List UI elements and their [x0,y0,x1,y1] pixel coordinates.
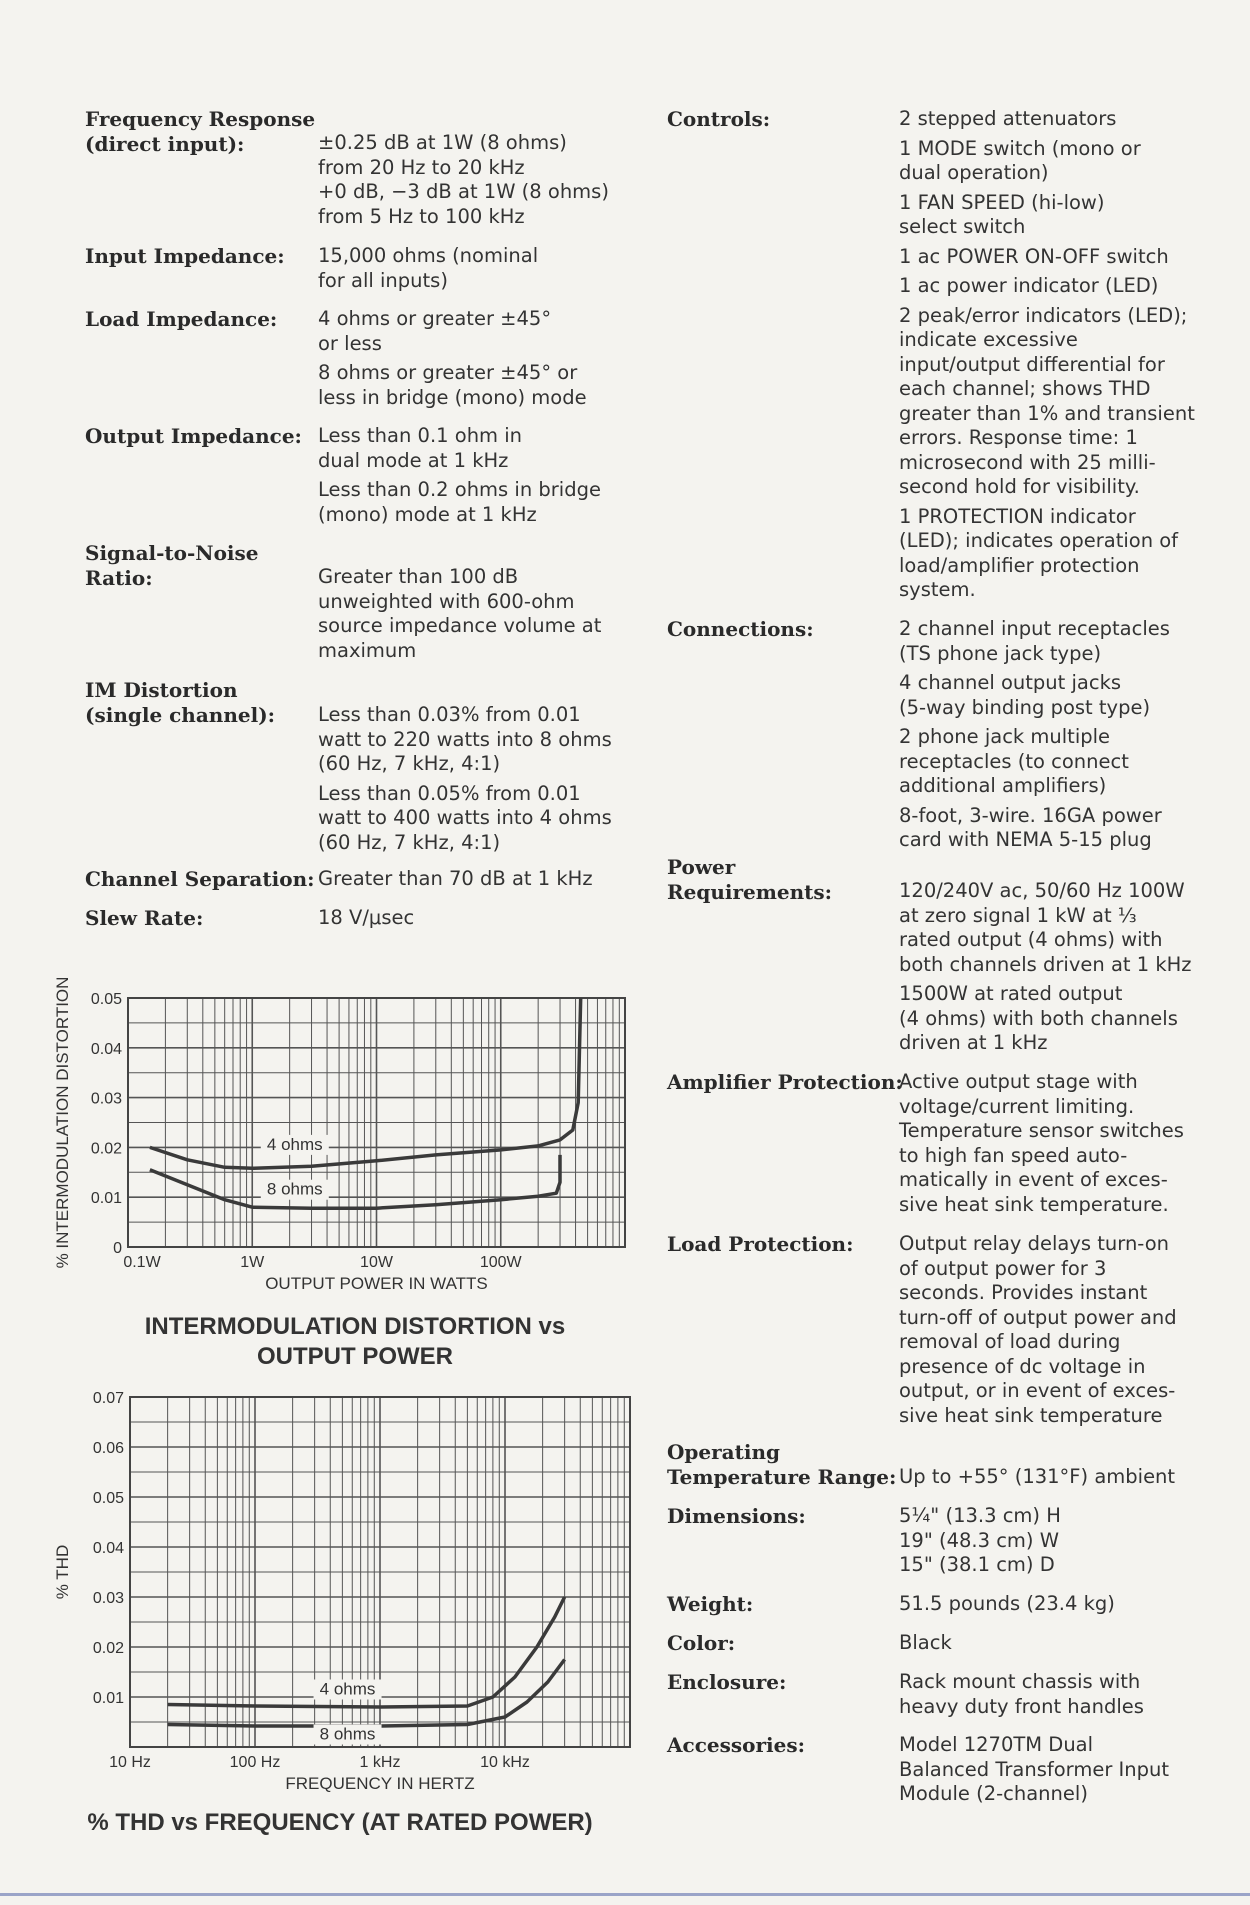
y-tick-label: 0.04 [90,1040,122,1058]
spec-value [318,703,612,860]
spec-label: Weight: [667,1592,754,1616]
y-axis-label: % INTERMODULATION DISTORTION [53,976,72,1269]
spec-value-line: 2 phone jack multiple receptacles (to connect additional amplifiers) [899,725,1129,797]
series-label: 8 ohms [266,1179,323,1199]
x-tick-label: 100 Hz [229,1754,281,1771]
spec-value-line: Black [899,1631,952,1654]
x-tick-label: 10 kHz [480,1754,530,1771]
y-tick-label: 0.05 [92,1490,124,1507]
spec-value-line: 120/240V ac, 50/60 Hz 100W at zero signal 1 kW at ⅓ rated output (4 ohms) with both channels driven at 1 kHz [899,879,1192,976]
spec-value-line: Less than 0.1 ohm in dual mode at 1 kHz [318,424,523,472]
spec-value [899,1592,1115,1622]
spec-value-line: 51.5 pounds (23.4 kg) [899,1592,1115,1615]
spec-value-line: 15,000 ohms (nominal for all inputs) [318,244,539,292]
y-tick-label: 0.01 [92,1690,124,1707]
y-tick-label: 0.07 [92,1390,124,1407]
thd-plot [50,1385,650,1805]
spec-label: Frequency Response (direct input): [85,107,316,156]
spec-value [899,1504,1061,1583]
spec-value [899,107,1195,608]
series-label: 8 ohms [319,1724,376,1744]
im-distortion-chart-title: INTERMODULATION DISTORTION vs OUTPUT POWER [144,1313,566,1370]
spec-label: Load Protection: [667,1232,854,1256]
spec-value-line: 4 channel output jacks (5-way binding post type) [899,671,1151,719]
spec-value [899,1733,1169,1812]
spec-value [899,1670,1144,1724]
y-tick-label: 0.01 [90,1190,122,1208]
spec-label: Channel Separation: [85,867,315,891]
spec-value-line: 1 ac power indicator (LED) [899,274,1159,297]
spec-value [318,565,601,668]
spec-value-line: 18 V/μsec [318,906,415,929]
y-tick-label: 0.04 [92,1540,124,1557]
x-tick-label: 100W [479,1254,522,1271]
spec-label: Connections: [667,617,814,641]
im-distortion-plot [50,950,650,1305]
spec-value [318,131,609,234]
spec-value-line: Active output stage with voltage/current limiting. Temperature sensor switches to high fan speed auto- matically in event of exces- sive heat sink temperature. [899,1070,1184,1216]
spec-label: Controls: [667,107,771,131]
spec-label: Output Impedance: [85,424,302,448]
spec-label: Power Requirements: [667,855,833,904]
spec-value-line: 2 stepped attenuators [899,107,1117,130]
spec-value-line: Less than 0.2 ohms in bridge (mono) mode at 1 kHz [318,478,601,526]
spec-label: Dimensions: [667,1504,806,1528]
y-tick-label: 0 [113,1240,122,1257]
spec-value [318,424,601,532]
y-tick-label: 0.02 [92,1640,124,1657]
spec-label: Amplifier Protection: [667,1070,903,1094]
spec-value-line: 1 PROTECTION indicator (LED); indicates operation of load/amplifier protection system. [899,504,1179,601]
spec-value [899,1631,952,1661]
x-axis-label: OUTPUT POWER IN WATTS [265,1274,488,1293]
spec-value-line: 4 ohms or greater ±45° or less [318,307,552,355]
spec-value-line: 2 peak/error indicators (LED); indicate excessive input/output differential for each channel; shows THD greater than 1% and transient errors. Response time: 1 microsecond with 25 milli- second hold for visibility. [899,303,1195,498]
spec-value [318,867,593,897]
y-axis-label: % THD [53,1544,72,1600]
spec-label: Color: [667,1631,736,1655]
spec-value-line: Less than 0.05% from 0.01 watt to 400 watts into 4 ohms (60 Hz, 7 kHz, 4:1) [318,781,612,854]
spec-label: Input Impedance: [85,244,285,268]
x-tick-label: 1 kHz [359,1754,401,1771]
spec-value [899,1070,1184,1222]
spec-value [318,906,414,936]
spec-value-line: 5¼" (13.3 cm) H 19" (48.3 cm) W 15" (38.1 cm) D [899,1504,1061,1576]
x-tick-label: 10 Hz [109,1754,151,1771]
spec-value-line: Model 1270TM Dual Balanced Transformer Input Module (2-channel) [899,1733,1170,1805]
spec-value-line: 2 channel input receptacles (TS phone jack type) [899,617,1170,665]
spec-value-line: Less than 0.03% from 0.01 watt to 220 watts into 8 ohms (60 Hz, 7 kHz, 4:1) [318,703,612,775]
y-tick-label: 0.05 [90,991,122,1008]
x-axis-label: FREQUENCY IN HERTZ [285,1774,475,1793]
spec-value [318,307,587,415]
spec-value-line: Greater than 100 dB unweighted with 600-ohm source impedance volume at maximum [318,565,602,662]
y-tick-label: 0.06 [92,1440,124,1457]
spec-value [899,1232,1177,1433]
spec-value-line: 1 MODE switch (mono or dual operation) [899,136,1141,184]
series-label: 4 ohms [319,1679,376,1699]
spec-value [318,244,538,298]
spec-label: Enclosure: [667,1670,787,1694]
spec-value-line: 1 FAN SPEED (hi-low) select switch [899,190,1105,238]
spec-value-line: 1500W at rated output (4 ohms) with both channels driven at 1 kHz [899,982,1178,1054]
spec-value-line: ±0.25 dB at 1W (8 ohms) from 20 Hz to 20 kHz +0 dB, −3 dB at 1W (8 ohms) from 5 Hz to 100 kHz [318,131,609,228]
spec-value-line: 1 ac POWER ON-OFF switch [899,244,1169,268]
spec-value-line: 8-foot, 3-wire. 16GA power card with NEMA 5-15 plug [899,803,1162,851]
spec-label: IM Distortion (single channel): [85,678,276,727]
im-distortion-chart [50,950,650,1305]
spec-label: Operating Temperature Range: [667,1440,897,1489]
spec-value-line: 8 ohms or greater ±45° or less in bridge (mono) mode [318,361,587,409]
page-bottom-rule [0,1893,1250,1896]
thd-chart-title: % THD vs FREQUENCY (AT RATED POWER) [87,1809,593,1836]
y-tick-label: 0.02 [90,1140,122,1158]
y-tick-label: 0.03 [92,1590,124,1607]
x-tick-label: 0.1W [123,1254,161,1271]
spec-label: Signal-to-Noise Ratio: [85,541,259,590]
spec-label: Load Impedance: [85,307,278,331]
spec-value-line: Up to +55° (131°F) ambient [899,1465,1176,1488]
thd-chart [50,1385,650,1805]
spec-value-line: Greater than 70 dB at 1 kHz [318,867,593,890]
spec-value [899,879,1192,1061]
spec-value-line: Rack mount chassis with heavy duty front handles [899,1670,1144,1718]
spec-value [899,617,1170,858]
spec-label: Accessories: [667,1733,805,1757]
series-label: 4 ohms [266,1134,323,1154]
spec-value-line: Output relay delays turn-on of output power for 3 seconds. Provides instant turn-off of output power and removal of load during presence of dc voltage in output, or in event of exces- sive heat sink temperature [899,1232,1177,1427]
x-tick-label: 10W [360,1254,393,1271]
y-tick-label: 0.03 [90,1090,122,1108]
spec-label: Slew Rate: [85,906,204,930]
spec-value [899,1465,1175,1495]
x-tick-label: 1W [240,1254,265,1271]
